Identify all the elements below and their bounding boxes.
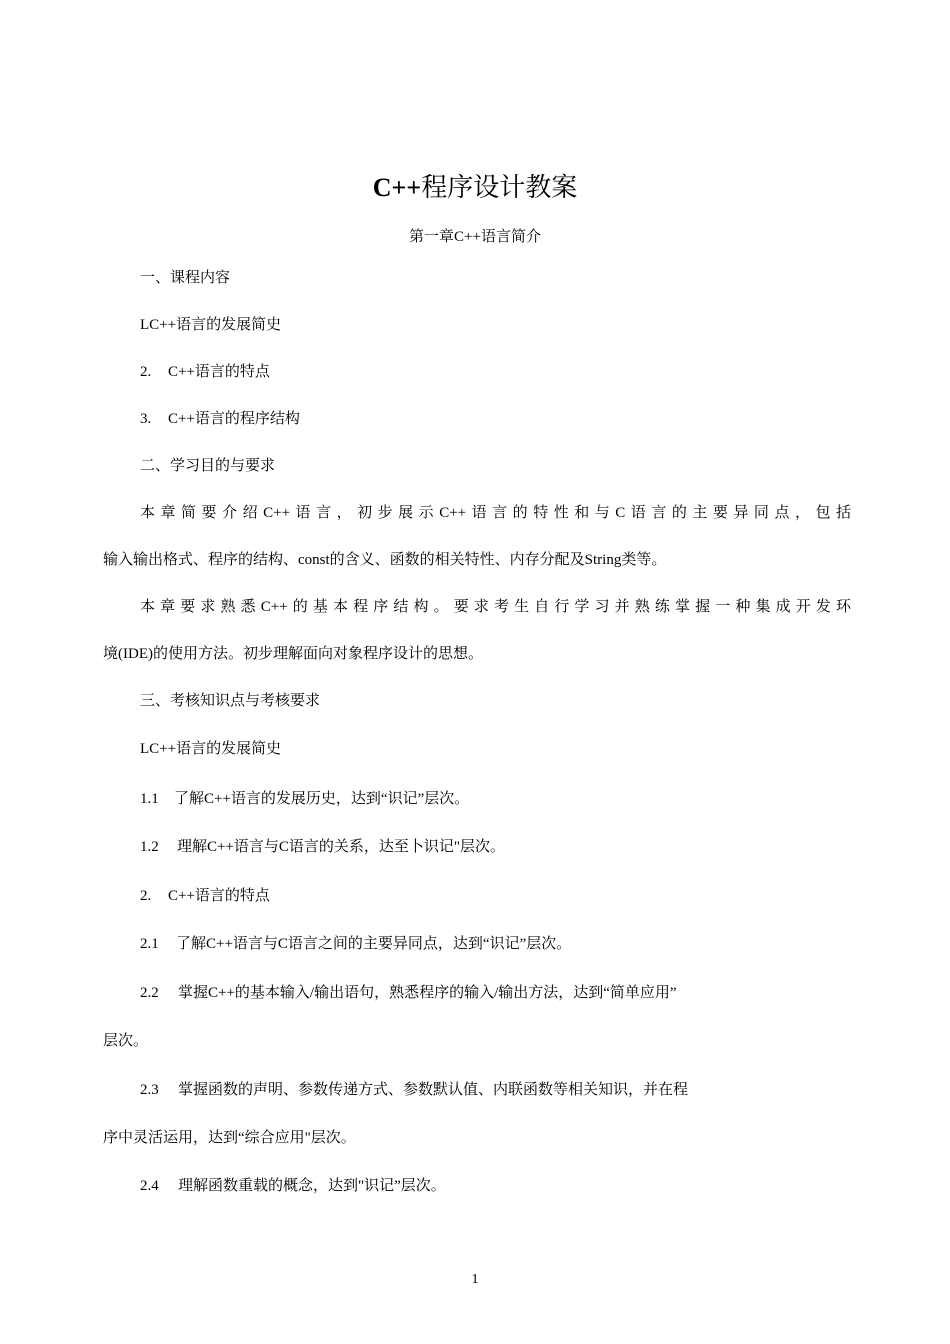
point-1-2-text: 理解C++语言与C语言的关系，达至卜识记"层次。 <box>177 839 506 855</box>
point-2-2-number: 2.2 <box>140 985 159 1001</box>
paragraph-1-line-2: 输入输出格式、程序的结构、const的含义、函数的相关特性、内存分配及String类等。 <box>103 552 667 568</box>
assessment-item-1: LC++语言的发展简史 <box>140 741 282 757</box>
paragraph-2-line-2: 境(IDE)的使用方法。初步理解面向对象程序设计的思想。 <box>103 646 483 662</box>
assessment-point-2-4 <box>140 1176 851 1196</box>
point-1-1-text: 了解C++语言的发展历史，达到“识记”层次。 <box>174 791 470 807</box>
point-2-3-text: 掌握函数的声明、参数传递方式、参数默认值、内联函数等相关知识，并在程 <box>178 1082 689 1098</box>
section-heading-assessment: 三、考核知识点与考核要求 <box>140 693 321 709</box>
assessment-point-1-2 <box>140 837 851 857</box>
assessment-point-2-3-continued: 序中灵活运用，达到“综合应用"层次。 <box>103 1130 356 1146</box>
course-item-3-text: C++语言的程序结构 <box>168 411 300 427</box>
chapter-subtitle: 第一章C++语言简介 <box>409 229 541 245</box>
course-item-2-text: C++语言的特点 <box>168 364 270 380</box>
assessment-point-2-2-continued: 层次。 <box>103 1033 149 1049</box>
title-cjk: 程序设计教案 <box>421 173 578 202</box>
assessment-point-1-1 <box>140 789 851 809</box>
point-2-2-text: 掌握C++的基本输入/输出语句，熟悉程序的输入/输出方法，达到“简单应用” <box>178 985 677 1001</box>
assessment-item-2-text: C++语言的特点 <box>168 888 270 904</box>
course-item-2 <box>140 362 851 382</box>
point-2-3-number: 2.3 <box>140 1082 159 1098</box>
page-number: 1 <box>471 1272 479 1287</box>
point-2-4-text: 理解函数重载的概念，达到"识记”层次。 <box>178 1178 446 1194</box>
point-2-4-number: 2.4 <box>140 1178 159 1194</box>
section-heading-goals: 二、学习目的与要求 <box>140 458 276 474</box>
document-title <box>0 170 950 206</box>
assessment-point-2-3 <box>140 1080 851 1100</box>
course-item-3-number: 3. <box>140 411 152 427</box>
point-1-1-number: 1.1 <box>140 791 159 807</box>
point-1-2-number: 1.2 <box>140 839 159 855</box>
course-item-1: LC++语言的发展简史 <box>140 317 282 333</box>
point-2-1-text: 了解C++语言与C语言之间的主要异同点，达到“识记”层次。 <box>176 936 572 952</box>
assessment-point-2-1 <box>140 934 851 954</box>
paragraph-2-line-1: 本章要求熟悉C++的基本程序结构。要求考生自行学习并熟练掌握一种集成开发环 <box>140 599 851 615</box>
assessment-item-2 <box>140 886 851 906</box>
assessment-point-2-2 <box>140 983 851 1003</box>
course-item-3 <box>140 409 851 429</box>
paragraph-1-line-1: 本章简要介绍C++语言，初步展示C++语言的特性和与C语言的主要异同点，包括 <box>140 505 851 521</box>
assessment-item-2-number: 2. <box>140 888 152 904</box>
point-2-1-number: 2.1 <box>140 936 159 952</box>
section-heading-course-content: 一、课程内容 <box>140 270 231 286</box>
title-latin: C++ <box>372 173 422 202</box>
course-item-2-number: 2. <box>140 364 152 380</box>
